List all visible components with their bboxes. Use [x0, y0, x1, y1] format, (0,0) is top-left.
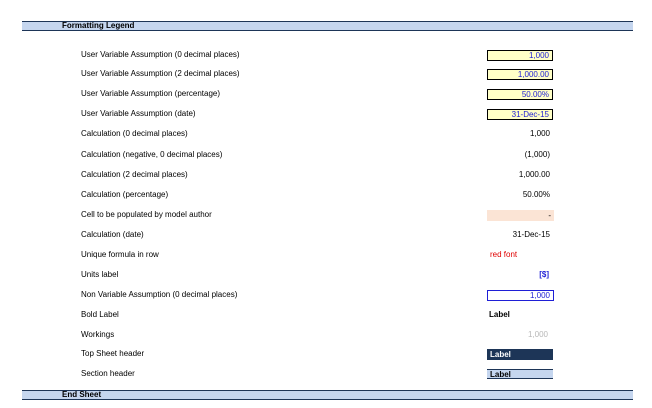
legend-row-section-header	[0, 368, 652, 380]
legend-row-top-sheet-header	[0, 348, 652, 360]
legend-row-user-var-pct	[0, 88, 652, 100]
legend-row-user-var-0dp	[0, 49, 652, 61]
legend-row-calc-negative	[0, 149, 652, 161]
legend-header-bar	[22, 21, 633, 31]
author-cell[interactable]: -	[487, 210, 554, 221]
legend-row-units-label	[0, 269, 652, 281]
row-label: Calculation (0 decimal places)	[81, 129, 188, 138]
legend-row-user-var-2dp	[0, 68, 652, 80]
input-cell[interactable]: 1,000	[487, 50, 553, 61]
calc-cell: 50.00%	[522, 190, 550, 199]
row-label: User Variable Assumption (0 decimal places)	[81, 50, 240, 59]
section-header-cell: Label	[487, 369, 553, 379]
legend-title: Formatting Legend	[62, 21, 135, 30]
legend-row-calc-0dp	[0, 128, 652, 140]
row-label: User Variable Assumption (date)	[81, 109, 196, 118]
legend-row-unique-formula	[0, 249, 652, 261]
top-sheet-header-cell: Label	[487, 349, 553, 360]
row-label: User Variable Assumption (2 decimal places)	[81, 69, 240, 78]
row-label: Unique formula in row	[81, 250, 159, 259]
calc-cell: (1,000)	[524, 150, 550, 159]
row-label: Top Sheet header	[81, 349, 145, 358]
legend-row-workings	[0, 329, 652, 341]
end-sheet-bar	[22, 390, 633, 400]
legend-row-calc-date	[0, 229, 652, 241]
unique-formula-cell: red font	[490, 250, 518, 259]
row-label: User Variable Assumption (percentage)	[81, 89, 221, 98]
calc-cell: 31-Dec-15	[512, 230, 550, 239]
row-label: Bold Label	[81, 310, 119, 319]
row-label: Calculation (date)	[81, 230, 144, 239]
row-label: Section header	[81, 369, 135, 378]
input-cell[interactable]: 50.00%	[487, 89, 553, 100]
row-label: Units label	[81, 270, 119, 279]
non-variable-cell[interactable]: 1,000	[487, 290, 554, 301]
row-label: Calculation (2 decimal places)	[81, 170, 188, 179]
legend-row-non-variable	[0, 289, 652, 301]
input-cell[interactable]: 31-Dec-15	[487, 109, 553, 120]
row-label: Workings	[81, 330, 115, 339]
end-sheet-label: End Sheet	[62, 390, 102, 399]
row-label: Cell to be populated by model author	[81, 210, 212, 219]
legend-row-calc-pct	[0, 189, 652, 201]
bold-label-cell: Label	[489, 310, 510, 319]
workings-cell: 1,000	[527, 330, 548, 339]
legend-row-author-cell	[0, 209, 652, 221]
row-label: Calculation (negative, 0 decimal places)	[81, 150, 223, 159]
calc-cell: 1,000.00	[518, 170, 550, 179]
row-label: Non Variable Assumption (0 decimal places)	[81, 290, 238, 299]
legend-row-bold-label	[0, 309, 652, 321]
input-cell[interactable]: 1,000.00	[487, 69, 553, 80]
legend-row-user-var-date	[0, 108, 652, 120]
row-label: Calculation (percentage)	[81, 190, 169, 199]
legend-row-calc-2dp	[0, 169, 652, 181]
units-cell: [$]	[539, 270, 549, 279]
calc-cell: 1,000	[529, 129, 550, 138]
